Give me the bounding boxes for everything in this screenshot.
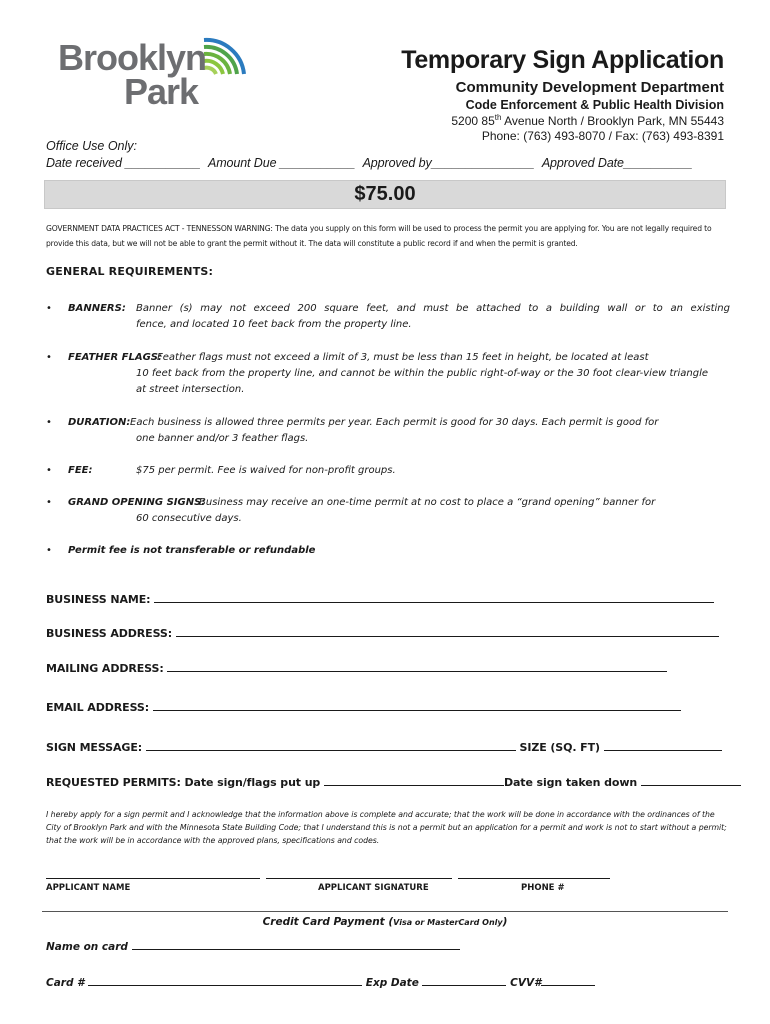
size-label: SIZE (SQ. FT): [519, 741, 600, 754]
data-practices-warning: GOVERNMENT DATA PRACTICES ACT - TENNESSON WARNING: The data you supply on this form will be used to process the permit you are applying for. You are not legally required to provide this data, but we will not be able to grant the permit without it. The data will constitute a public record if and when the permit is granted.: [46, 224, 712, 248]
sign-message-input[interactable]: [146, 740, 516, 751]
requirement-fee: • FEE: $75 per permit. Fee is waived for non-profit groups.: [46, 463, 730, 479]
email-address-field[interactable]: EMAIL ADDRESS:: [46, 700, 681, 714]
size-input[interactable]: [604, 740, 722, 751]
applicant-declaration: I hereby apply for a sign permit and I acknowledge that the information above is complete and accurate; that the work will be done in accordance with the ordinances of the City of Brooklyn Park and with the Minnesota State Building Code; that I understand this is not a permit but an application for a permit and work is not to start without a permit; that the work will be in accordance with the approved plans, specifications and codes.: [46, 810, 727, 845]
phone-line-input[interactable]: [458, 878, 610, 879]
page-title: Temporary Sign Application: [401, 46, 724, 74]
general-requirements-heading: GENERAL REQUIREMENTS:: [46, 265, 214, 278]
business-address-field[interactable]: BUSINESS ADDRESS:: [46, 626, 719, 640]
document-header: [401, 46, 724, 143]
logo-arcs-icon: [200, 30, 248, 78]
date-received-field: Date received ___________: [46, 156, 201, 170]
applicant-signature-line[interactable]: [266, 878, 452, 879]
name-on-card-input[interactable]: [132, 939, 460, 950]
business-name-field[interactable]: BUSINESS NAME:: [46, 592, 714, 606]
applicant-signature-label: APPLICANT SIGNATURE: [318, 883, 429, 893]
requirement-feather-flags: • FEATHER FLAGS: Feather flags must not exceed a limit of 3, must be less than 15 feet in height, be located at least 10 feet back from the property line, and cannot be within the public right-of-way or the 30 foot clear-view triangle at street intersection.: [46, 352, 709, 395]
requested-permits-field[interactable]: REQUESTED PERMITS: Date sign/flags put up Date sign taken down: [46, 775, 741, 789]
card-number-field[interactable]: Card # Exp Date CVV#: [46, 975, 595, 989]
mailing-address-input[interactable]: [167, 661, 667, 672]
applicant-name-label: APPLICANT NAME: [46, 883, 131, 893]
phone-label: PHONE #: [521, 883, 565, 893]
email-address-input[interactable]: [153, 700, 681, 711]
bullet-icon: •: [46, 497, 52, 508]
fee-amount-bar: $75.00: [44, 180, 726, 209]
approved-date-field: Approved Date__________: [541, 156, 693, 170]
sign-message-field[interactable]: SIGN MESSAGE: SIZE (SQ. FT): [46, 740, 722, 754]
credit-card-heading: Credit Card Payment (Visa or MasterCard Only): [262, 916, 508, 928]
business-name-input[interactable]: [154, 592, 714, 603]
bullet-icon: •: [46, 352, 52, 363]
cvv-input[interactable]: [541, 975, 595, 986]
card-number-input[interactable]: [88, 975, 362, 986]
address-line: 5200 85th Avenue North / Brooklyn Park, MN 55443: [451, 113, 724, 128]
bullet-icon: •: [46, 545, 52, 556]
date-taken-down-label: Date sign taken down: [503, 776, 638, 789]
office-use-section: [46, 138, 692, 172]
date-taken-down-input[interactable]: [641, 775, 741, 786]
approved-by-field: Approved by_______________: [362, 156, 535, 170]
applicant-name-line[interactable]: [46, 878, 260, 879]
brooklyn-park-logo: [58, 28, 248, 110]
business-address-input[interactable]: [176, 626, 719, 637]
division-name: Code Enforcement & Public Health Division: [465, 98, 724, 112]
department-name: Community Development Department: [455, 79, 724, 96]
requirement-grand-opening: • GRAND OPENING SIGNS: Business may receive an one-time permit at no cost to place a “grand opening” banner for 60 consecutive days.: [46, 497, 656, 524]
logo-park-text: Park: [124, 71, 199, 112]
exp-date-input[interactable]: [422, 975, 506, 986]
office-use-label: Office Use Only:: [46, 139, 137, 153]
requirement-duration: • DURATION: Each business is allowed three permits per year. Each permit is good for 30 days. Each permit is good for one banner and/or 3 feather flags.: [46, 417, 659, 444]
phone-line: Phone: (763) 493-8070 / Fax: (763) 493-8391: [481, 129, 724, 143]
requirement-banners: • BANNERS: Banner (s) may not exceed 200 square feet, and must be attached to a building wall or to an existing fence, and located 10 feet back from the property line.: [46, 303, 730, 330]
mailing-address-field[interactable]: MAILING ADDRESS:: [46, 661, 667, 675]
date-put-up-input[interactable]: [324, 775, 504, 786]
name-on-card-field[interactable]: Name on card: [46, 939, 460, 953]
bullet-icon: •: [46, 465, 52, 476]
section-divider: [42, 911, 728, 912]
bullet-icon: •: [46, 303, 52, 314]
bullet-icon: •: [46, 417, 52, 428]
amount-due-field: Amount Due ___________: [207, 156, 356, 170]
logo-brooklyn-text: Brooklyn: [58, 37, 207, 78]
